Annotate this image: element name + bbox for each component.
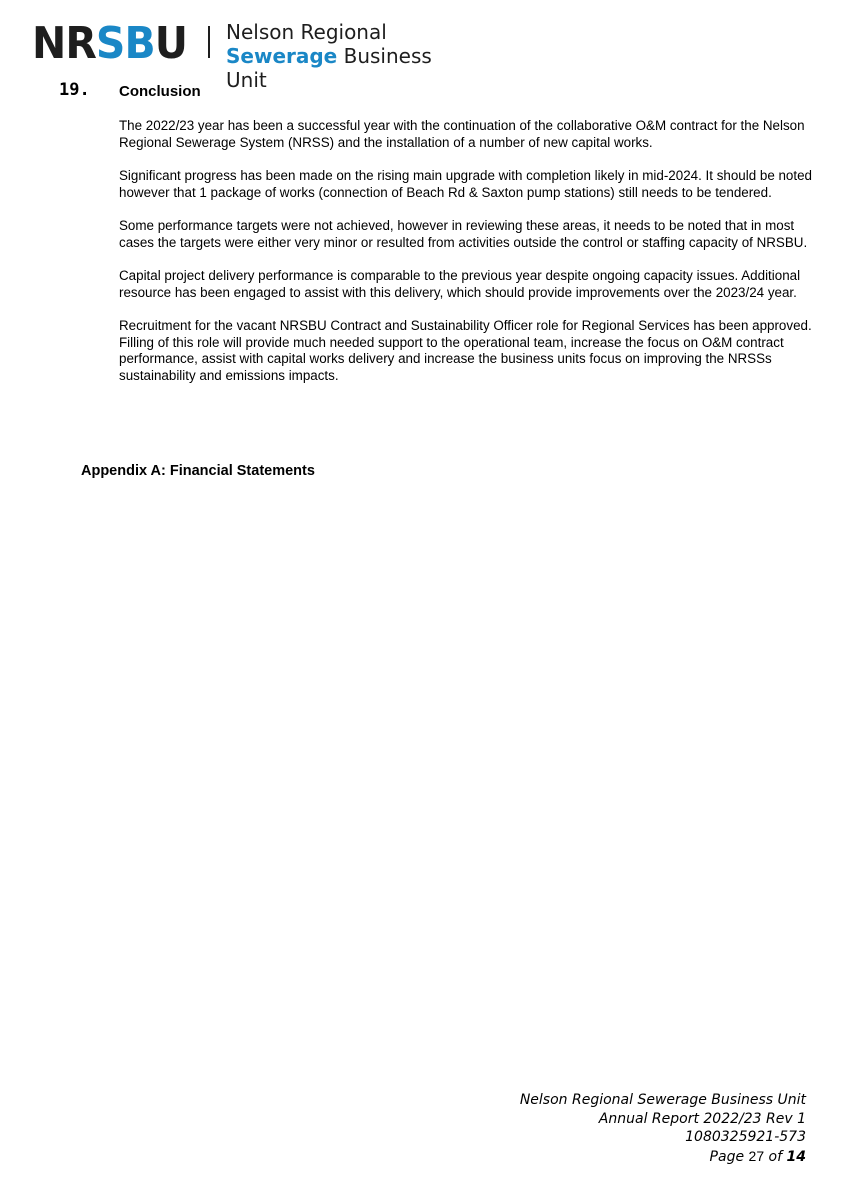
logo-line2 (226, 44, 472, 92)
paragraph: The 2022/23 year has been a successful year with the continuation of the collaborative O&M contract for the Nelson Regional Sewerage System (NRSS) and the installation of a number of new capital works. (119, 118, 805, 150)
logo-divider (208, 26, 210, 58)
logo-mark-part1: NR (32, 18, 96, 69)
page-footer (520, 1091, 806, 1166)
section-title: Conclusion (119, 83, 201, 100)
paragraph: Recruitment for the vacant NRSBU Contract and Sustainability Officer role for Regional Services has been approved. Filling of this role will provide much needed support to the operational team, increase the focus on O&M contract performance, assist with capital works delivery and increase the business units focus on improving the NRSSs sustainability and emissions impacts. (119, 318, 812, 383)
footer-report: Annual Report 2022/23 Rev 1 (598, 1110, 806, 1127)
section-body (119, 118, 819, 401)
footer-page-of: of (764, 1148, 787, 1165)
footer-page (520, 1147, 806, 1167)
footer-page-total: 14 (786, 1148, 806, 1165)
appendix-title: Appendix A: Financial Statements (81, 463, 315, 479)
logo-line2-accent: Sewerage (226, 44, 338, 68)
logo-line1: Nelson Regional (226, 20, 387, 44)
logo-text (226, 20, 472, 92)
footer-org: Nelson Regional Sewerage Business Unit (519, 1092, 806, 1108)
logo-mark (32, 20, 187, 68)
paragraph: Significant progress has been made on the rising main upgrade with completion likely in mid-2024. It should be noted however that 1 package of works (connection of Beach Rd & Saxton pump stations) still needs to be tendered. (119, 168, 812, 200)
logo-mark-part3: U (154, 18, 188, 69)
paragraph: Some performance targets were not achieved, however in reviewing these areas, it needs to be noted that in most cases the targets were either very minor or resulted from activities outside the control or staffing capacity of NRSBU. (119, 218, 808, 250)
logo-line2-rest: Business Unit (226, 44, 432, 92)
footer-page-prefix: Page (709, 1148, 749, 1165)
footer-page-number: 27 (748, 1147, 765, 1164)
logo-mark-part2: SB (95, 18, 155, 69)
section-number: 19. (59, 80, 90, 100)
footer-doc-id: 1080325921-573 (685, 1129, 806, 1145)
paragraph: Capital project delivery performance is comparable to the previous year despite ongoing capacity issues. Additional resource has been engaged to assist with this delivery, which should provide improvements over the 2023/24 year. (119, 268, 801, 300)
